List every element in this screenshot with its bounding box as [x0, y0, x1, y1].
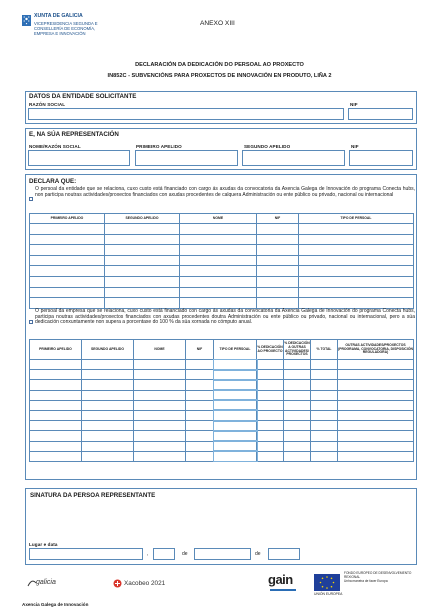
table2-cell[interactable] [311, 370, 338, 380]
table1-cell[interactable] [180, 255, 257, 266]
xacobeo-logo [113, 577, 183, 591]
table2-header: % DEDICACIÓN AO PROXECTO [257, 340, 284, 360]
de-separator-1: de [182, 551, 188, 557]
table1-cell[interactable] [105, 255, 180, 266]
table2-cell[interactable] [257, 380, 284, 390]
table2-cell[interactable] [257, 370, 284, 380]
table1-cell[interactable] [105, 234, 180, 245]
year-field[interactable] [268, 548, 300, 560]
table2-cell[interactable] [134, 390, 186, 400]
table1-cell[interactable] [299, 245, 414, 256]
table2-row [30, 421, 414, 431]
option2-checkbox[interactable] [29, 320, 33, 324]
table1-cell[interactable] [30, 298, 105, 309]
eu-logo [314, 572, 416, 598]
table2-cell[interactable] [284, 360, 311, 370]
table2-cell[interactable] [284, 370, 311, 380]
table2-header: % TOTAL [311, 340, 338, 360]
galicia-wordmark: galicia [36, 579, 56, 586]
table2-cell[interactable] [30, 441, 82, 451]
table2-cell[interactable] [338, 441, 414, 451]
page-subtitle: IN852C - SUBVENCIÓNS PARA PROXECTOS DE INNOVACIÓN EN PRODUTO, LIÑA 2 [107, 73, 332, 79]
company-name-field[interactable] [28, 108, 344, 120]
table2-cell[interactable] [186, 400, 214, 410]
table2-row [30, 451, 414, 461]
rep-name-field[interactable] [28, 150, 130, 166]
table2-cell[interactable] [214, 441, 257, 451]
applicant-section [25, 91, 417, 124]
table2-row [30, 370, 414, 380]
table2-cell[interactable] [186, 360, 214, 370]
table1-cell[interactable] [30, 224, 105, 235]
place-field[interactable] [29, 548, 143, 560]
applicant-title: DATOS DA ENTIDADE SOLICITANTE [29, 93, 137, 100]
option2-text: O persoal da empresa que se relaciona, cuxo custo está financiado con cargo ás axudas da convocatoria da Axencia Galega de Innovación do programa Conecta hubs, participa noutras actividades/proxectos financiados con axudas procedentes doutra Administración ou ente público ou privado, nacional ou internacional, pero a súa dedicación conxuntamente non supera a porcentaxe do 100 % da súa xornada no cómputo anual. [35, 308, 415, 326]
table1-row [30, 245, 414, 256]
rep-surname2-label: SEGUNDO APELIDO [244, 144, 291, 149]
table2-cell[interactable] [257, 421, 284, 431]
table2-row [30, 390, 414, 400]
page-title: DECLARACIÓN DA DEDICACIÓN DO PERSOAL AO PROXECTO [135, 62, 304, 68]
table2-cell[interactable] [186, 421, 214, 431]
table2-row [30, 431, 414, 441]
table1-cell[interactable] [180, 298, 257, 309]
table2-cell[interactable] [134, 451, 186, 461]
table1-cell[interactable] [30, 245, 105, 256]
applicant-nif-label: NIF [350, 102, 358, 107]
declaration-section [25, 174, 417, 480]
table2-header: SEGUNDO APELIDO [82, 340, 134, 360]
table1-header: NIF [257, 214, 299, 224]
table1-cell[interactable] [180, 276, 257, 287]
table2-cell[interactable] [82, 431, 134, 441]
galicia-logo [27, 574, 87, 592]
table2-row [30, 441, 414, 451]
staff-table-1 [29, 213, 414, 309]
table1-cell[interactable] [299, 224, 414, 235]
day-field[interactable] [153, 548, 175, 560]
table2-cell[interactable] [338, 370, 414, 380]
table2-cell[interactable] [30, 400, 82, 410]
eu-fund-line: Unha maneira de facer Europa [344, 578, 388, 583]
table2-header: PRIMEIRO APELIDO [30, 340, 82, 360]
table2-cell[interactable] [257, 360, 284, 370]
table2-cell[interactable] [82, 380, 134, 390]
table2-cell[interactable] [311, 380, 338, 390]
xunta-emblem-icon [21, 14, 32, 27]
table2-cell[interactable] [214, 360, 257, 370]
agency-name: Axencia Galega de Innovación [22, 602, 89, 607]
table2-cell[interactable] [82, 421, 134, 431]
table2-header: NIF [186, 340, 214, 360]
table2-cell[interactable] [82, 441, 134, 451]
table2-cell[interactable] [311, 451, 338, 461]
table2-cell[interactable] [311, 441, 338, 451]
table2-cell[interactable] [257, 451, 284, 461]
de-separator-2: de [255, 551, 261, 557]
table2-cell[interactable] [338, 390, 414, 400]
rep-nif-field[interactable] [349, 150, 413, 166]
table2-row [30, 380, 414, 390]
table2-cell[interactable] [284, 421, 311, 431]
table1-cell[interactable] [105, 224, 180, 235]
table2-cell[interactable] [338, 421, 414, 431]
table1-cell[interactable] [299, 287, 414, 298]
representative-title: E, NA SÚA REPRESENTACIÓN [29, 131, 119, 138]
table2-cell[interactable] [134, 400, 186, 410]
table2-cell[interactable] [284, 390, 311, 400]
table1-cell[interactable] [180, 266, 257, 277]
table2-cell[interactable] [284, 431, 311, 441]
table2-cell[interactable] [214, 390, 257, 400]
table1-cell[interactable] [180, 287, 257, 298]
gain-logo [268, 572, 308, 596]
eu-label: UNIÓN EUROPEA [314, 592, 343, 596]
table2-cell[interactable] [134, 431, 186, 441]
table2-cell[interactable] [186, 390, 214, 400]
table1-cell[interactable] [299, 266, 414, 277]
table1-row [30, 266, 414, 277]
company-name-label: RAZÓN SOCIAL [29, 102, 66, 107]
table2-row [30, 410, 414, 420]
table2-cell[interactable] [214, 410, 257, 420]
signature-section [25, 488, 417, 565]
table1-cell[interactable] [105, 276, 180, 287]
table1-cell[interactable] [30, 287, 105, 298]
table2-cell[interactable] [311, 421, 338, 431]
option1-text: O persoal da entidade que se relaciona, cuxo custo está financiado con cargo ás axudas da convocatoria da Axencia Galega de Innovación do programa Conecta hubs, non participa noutras actividades/proxectos financiados con axudas procedentes de calquera Administración ou ente público ou privado, nacional ou internacional [35, 186, 415, 198]
table2-row [30, 360, 414, 370]
table2-cell[interactable] [30, 360, 82, 370]
table2-cell[interactable] [134, 370, 186, 380]
table2-cell[interactable] [82, 410, 134, 420]
table2-cell[interactable] [311, 360, 338, 370]
table2-cell[interactable] [82, 400, 134, 410]
eu-fund-line: FONDO EUROPEO DE DESENVOLVEMENTO [344, 571, 412, 575]
table2-cell[interactable] [311, 390, 338, 400]
table1-cell[interactable] [30, 266, 105, 277]
rep-name-label: NOME/RAZÓN SOCIAL [29, 144, 81, 149]
table2-header: % DEDICACIÓN A OUTRAS ACTIVIDADES/ PROXECTOS [284, 340, 311, 360]
table1-cell[interactable] [257, 234, 299, 245]
table2-cell[interactable] [311, 410, 338, 420]
table2-cell[interactable] [214, 370, 257, 380]
table1-row [30, 234, 414, 245]
table1-row [30, 298, 414, 309]
table2-cell[interactable] [30, 380, 82, 390]
gain-wordmark: gain [268, 572, 293, 587]
table2-cell[interactable] [214, 451, 257, 461]
xacobeo-wordmark: Xacobeo 2021 [124, 580, 166, 587]
table1-cell[interactable] [299, 276, 414, 287]
table1-header: PRIMEIRO APELIDO [30, 214, 105, 224]
table1-cell[interactable] [299, 234, 414, 245]
table2-cell[interactable] [284, 451, 311, 461]
table2-cell[interactable] [257, 431, 284, 441]
table1-cell[interactable] [105, 298, 180, 309]
table2-cell[interactable] [214, 421, 257, 431]
eu-flag-icon [314, 574, 340, 591]
table2-cell[interactable] [257, 441, 284, 451]
table1-cell[interactable] [257, 276, 299, 287]
representative-section [25, 128, 417, 170]
rep-nif-label: NIF [351, 144, 359, 149]
table2-cell[interactable] [186, 451, 214, 461]
table2-cell[interactable] [284, 441, 311, 451]
table2-cell[interactable] [284, 380, 311, 390]
table2-cell[interactable] [134, 441, 186, 451]
xacobeo-icon [113, 579, 122, 588]
table2-cell[interactable] [30, 451, 82, 461]
rep-surname1-field[interactable] [135, 150, 238, 166]
table1-cell[interactable] [180, 224, 257, 235]
table2-cell[interactable] [186, 370, 214, 380]
table1-header: SEGUNDO APELIDO [105, 214, 180, 224]
table1-cell[interactable] [180, 234, 257, 245]
table1-header: NOME [180, 214, 257, 224]
table2-cell[interactable] [134, 421, 186, 431]
table1-row [30, 287, 414, 298]
table2-cell[interactable] [30, 421, 82, 431]
annex-label: ANEXO XIII [200, 20, 235, 27]
signature-title: SINATURA DA PERSOA REPRESENTANTE [30, 492, 156, 499]
table1-cell[interactable] [299, 298, 414, 309]
table2-cell[interactable] [186, 380, 214, 390]
table2-header: OUTRAS ACTIVIDADES/PROXECTOS (PROGRAMA, CONVOCATORIA, DISPOSICIÓN REGULADORA) [338, 340, 414, 360]
table1-cell[interactable] [257, 224, 299, 235]
table2-cell[interactable] [30, 410, 82, 420]
table1-cell[interactable] [257, 266, 299, 277]
table2-cell[interactable] [82, 451, 134, 461]
table1-cell[interactable] [257, 255, 299, 266]
table2-cell[interactable] [338, 360, 414, 370]
table2-cell[interactable] [30, 370, 82, 380]
table2-cell[interactable] [186, 441, 214, 451]
staff-table-2 [29, 339, 414, 462]
table2-cell[interactable] [257, 410, 284, 420]
place-date-label: Lugar e data [29, 542, 58, 547]
applicant-nif-field[interactable] [348, 108, 413, 120]
table2-cell[interactable] [311, 400, 338, 410]
table2-cell[interactable] [214, 431, 257, 441]
table1-cell[interactable] [30, 255, 105, 266]
table2-cell[interactable] [82, 390, 134, 400]
table1-row [30, 255, 414, 266]
table2-cell[interactable] [338, 380, 414, 390]
table1-cell[interactable] [257, 287, 299, 298]
table1-cell[interactable] [257, 245, 299, 256]
comma-separator: , [147, 551, 149, 557]
table2-cell[interactable] [186, 431, 214, 441]
option1-checkbox[interactable] [29, 197, 33, 201]
table2-cell[interactable] [82, 360, 134, 370]
table1-cell[interactable] [105, 287, 180, 298]
table2-cell[interactable] [134, 380, 186, 390]
table2-cell[interactable] [257, 390, 284, 400]
table2-cell[interactable] [338, 410, 414, 420]
org-sub-line: VICEPRESIDENCIA SEGUNDA E [34, 21, 98, 26]
table2-cell[interactable] [30, 431, 82, 441]
table1-cell[interactable] [105, 245, 180, 256]
table2-cell[interactable] [338, 400, 414, 410]
table2-cell[interactable] [311, 431, 338, 441]
table2-cell[interactable] [134, 360, 186, 370]
table2-cell[interactable] [338, 431, 414, 441]
org-sub-line: EMPRESA E INNOVACIÓN [34, 30, 86, 36]
declaration-title: DECLARA QUE: [29, 178, 77, 185]
xunta-logo [21, 13, 111, 53]
eu-fund-line: REXIONAL [344, 574, 361, 579]
table2-cell[interactable] [284, 410, 311, 420]
org-sub-line: CONSELLERÍA DE ECONOMÍA, [34, 25, 96, 31]
table2-cell[interactable] [214, 380, 257, 390]
table2-cell[interactable] [338, 451, 414, 461]
table2-cell[interactable] [82, 370, 134, 380]
table2-cell[interactable] [214, 400, 257, 410]
table1-cell[interactable] [180, 245, 257, 256]
org-name: XUNTA DE GALICIA [34, 13, 83, 19]
table1-row [30, 224, 414, 235]
table2-cell[interactable] [257, 400, 284, 410]
table2-row [30, 400, 414, 410]
table2-header: TIPO DE PERSOAL [214, 340, 257, 360]
table2-cell[interactable] [284, 400, 311, 410]
table2-cell[interactable] [134, 410, 186, 420]
month-field[interactable] [194, 548, 251, 560]
gain-underline-icon [270, 589, 296, 592]
table1-header: TIPO DE PERSOAL [299, 214, 414, 224]
table1-cell[interactable] [299, 255, 414, 266]
table1-cell[interactable] [30, 276, 105, 287]
table2-header: NOME [134, 340, 186, 360]
rep-surname2-field[interactable] [242, 150, 345, 166]
table1-cell[interactable] [257, 298, 299, 309]
rep-surname1-label: PRIMEIRO APELIDO [136, 144, 182, 149]
table2-cell[interactable] [30, 390, 82, 400]
table1-cell[interactable] [105, 266, 180, 277]
table1-cell[interactable] [30, 234, 105, 245]
table2-cell[interactable] [186, 410, 214, 420]
table1-row [30, 276, 414, 287]
